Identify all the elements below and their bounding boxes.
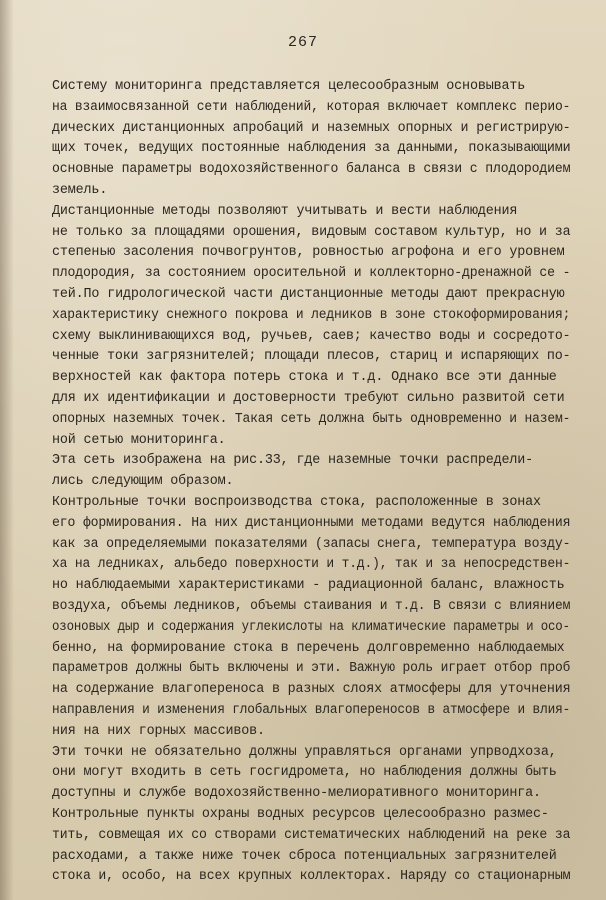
text-line: его формирования. На них дистанционными методами ведутся наблюдения (52, 515, 571, 531)
page-number: 267 (287, 34, 318, 51)
text-line: ха на ледниках, альбедо поверхности и т.д.), так и за непосредствен- (52, 557, 571, 573)
text-line: ния на них горных массивов. (52, 723, 265, 739)
text-line: лись следующим образом. (52, 474, 234, 490)
text-line: не только за площадями орошения, видовым составом культур, но и за (52, 224, 571, 240)
text-line: ной сетью мониторинга. (52, 432, 226, 448)
text-line: направления и изменения глобальных влагопереносов в атмосфере и влия- (52, 703, 571, 718)
text-line: степенью засоления почвогрунтов, ровностью агрофона и его уровнем (52, 245, 565, 261)
text-line: параметров должны быть включены и эти. Важную роль играет отбор проб (52, 661, 571, 677)
text-line: Эти точки не обязательно должны управляться органами упрводхоза, (52, 744, 557, 760)
text-line: тей.По гидрологической части дистанционные методы дают прекрасную (52, 287, 565, 302)
text-line: схему выклинивающихся вод, ручьев, саев; качество воды и сосредото- (52, 328, 571, 344)
text-line: характеристику снежного покрова и ледников в зоне стокоформирования; (52, 307, 571, 323)
text-line: доступны и службе водохозяйственно-мелиоративного мониторинга. (52, 786, 541, 802)
text-line: верхностей как фактора потерь стока и т.д. Однако все эти данные (52, 370, 557, 386)
text-line: на содержание влагопереноса в разных слоях атмосферы для уточнения (52, 682, 571, 698)
text-line: Дистанционные методы позволяют учитывать и вести наблюдения (52, 203, 518, 219)
text-line: плодородия, за состоянием оросительной и коллекторно-дренажной се - (52, 266, 571, 282)
text-line: стока и, особо, на всех крупных коллекторах. Наряду со стационарным (52, 869, 571, 885)
text-line: Эта сеть изображена на рис.33, где наземные точки распредели- (52, 453, 534, 469)
text-line: бенно, на формирование стока в перечень долговременно наблюдаемых (52, 640, 565, 656)
text-line: Контрольные пункты охраны водных ресурсов целесообразно размес- (52, 807, 549, 822)
text-line: тить, совмещая их со створами систематических наблюдений на реке за (52, 827, 571, 843)
text-line: озоновых дыр и содержания углекислоты на климатические параметры и осо- (52, 619, 570, 635)
text-line: дических дистанционных апробаций и наземных опорных и регистрирую- (52, 120, 571, 136)
text-line: щих точек, ведущих постоянные наблюдения за данными, показывающими (52, 141, 571, 157)
text-line: Систему мониторинга представляется целесообразным основывать (52, 79, 526, 94)
text-line: опорных наземных точек. Такая сеть должна быть одновременно и назем- (52, 411, 571, 427)
text-line: они могут входить в сеть госгидромета, но наблюдения должны быть (52, 765, 557, 781)
text-line: воздуха, объемы ледников, объемы стаивания и т.д. В связи с влиянием (52, 599, 571, 614)
text-line: но наблюдаемыми характеристиками - радиационной баланс, влажность (52, 578, 565, 594)
text-line: Контрольные точки воспроизводства стока, расположенные в зонах (52, 495, 541, 510)
text-line: ченные токи загрязнителей; площади плесов, стариц и испаряющих по- (52, 349, 571, 365)
text-line: для их идентификации и достоверности требуют сильно развитой сети (52, 391, 565, 406)
text-line: земель. (52, 183, 108, 198)
text-line: расходами, а также ниже точек сброса потенциальных загрязнителей (52, 848, 557, 864)
text-line: как за определяемыми показателями (запасы снега, температура возду- (52, 536, 571, 552)
text-line: основные параметры водохозяйственного баланса в связи с плодородием (52, 162, 571, 178)
text-line: на взаимосвязанной сети наблюдений, которая включает комплекс перио- (52, 99, 571, 115)
